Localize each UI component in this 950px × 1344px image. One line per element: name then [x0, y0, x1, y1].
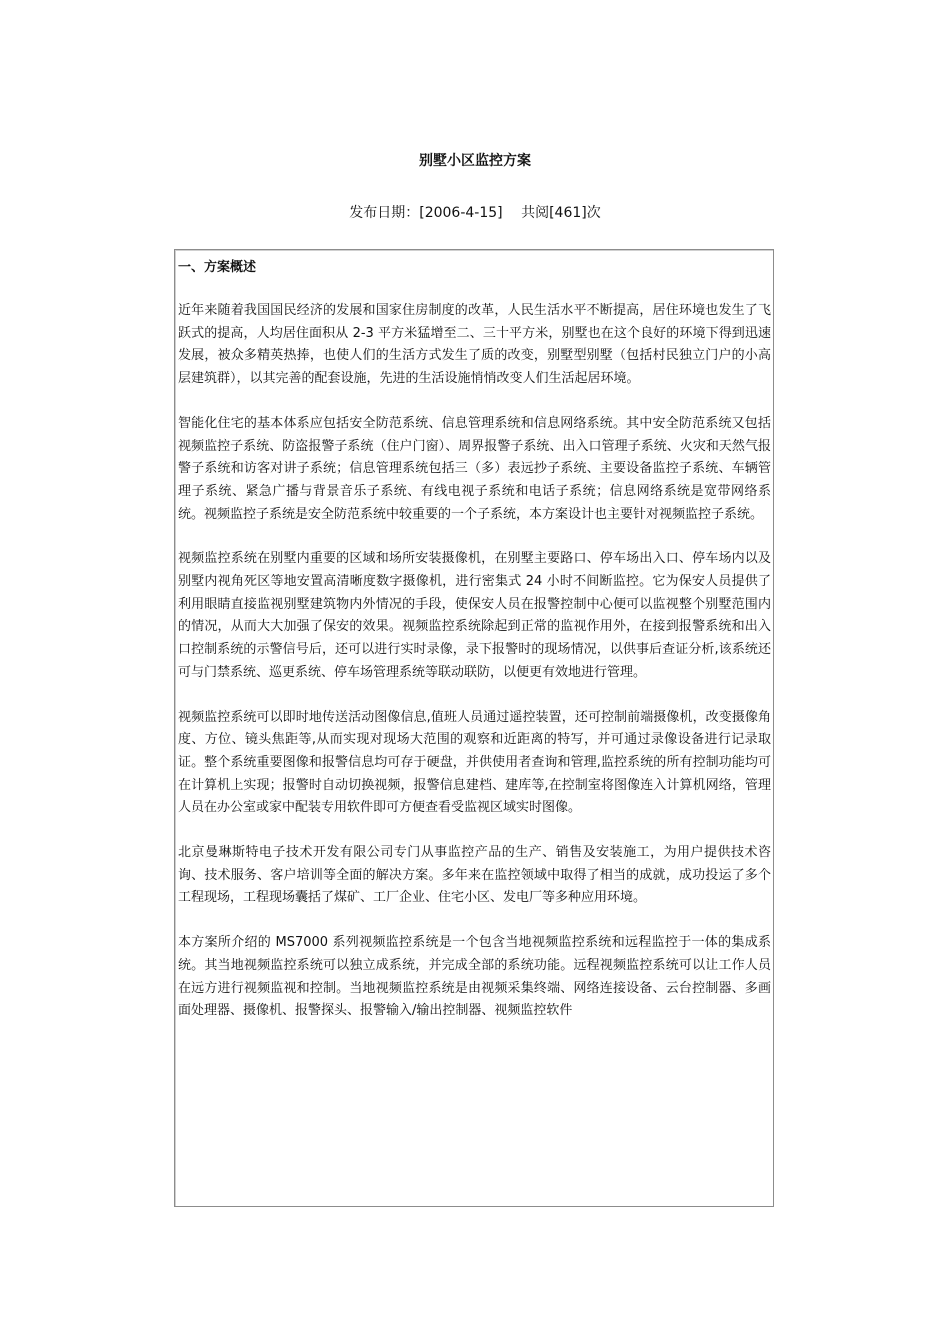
paragraph-company: 北京曼琳斯特电子技术开发有限公司专门从事监控产品的生产、销售及安装施工，为用户提供技术咨询、技术服务、客户培训等全面的解决方案。多年来在监控领域中取得了相当的成就，成功投运了多个工程现场，工程现场囊括了煤矿、工厂企业、住宅小区、发电厂等多种应用环境。 [178, 845, 771, 906]
paragraph-smart-home-systems: 智能化住宅的基本体系应包括安全防范系统、信息管理系统和信息网络系统。其中安全防范系统又包括视频监控子系统、防盗报警子系统（住户门窗）、周界报警子系统、出入口管理子系统、火灾和天然气报警子系统和访客对讲子系统；信息管理系统包括三（多）表远抄子系统、主要设备监控子系统、车辆管理子系统、紧急广播与背景音乐子系统、有线电视子系统和电话子系统；信息网络系统是宽带网络系统。视频监控子系统是安全防范系统中较重要的一个子系统，本方案设计也主要针对视频监控子系统。 [178, 415, 771, 522]
paragraph-live-images: 视频监控系统可以即时地传送活动图像信息,值班人员通过遥控装置，还可控制前端摄像机，改变摄像角度、方位、镜头焦距等,从而实现对现场大范围的观察和近距离的特写，并可通过录像设备进行记录取证。整个系统重要图像和报警信息均可存于硬盘，并供使用者查询和管理,监控系统的所有控制功能均可在计算机上实现；报警时自动切换视频，报警信息建档、建库等,在控制室将图像连入计算机网络，管理人员在办公室或家中配装专用软件即可方便查看受监视区域实时图像。 [178, 709, 771, 816]
publish-info: 发布日期：[2006-4-15] 共阅[461]次 [349, 205, 601, 221]
section-heading: 一、方案概述 [178, 260, 257, 275]
paragraph-video-surveillance: 视频监控系统在别墅内重要的区域和场所安装摄像机，在别墅主要路口、停车场出入口、停车场内以及别墅内视角死区等地安置高清晰度数字摄像机，进行密集式 24 小时不间断监控。它为保安人员提供了利用眼睛直接监视别墅建筑物内外情况的手段，使保安人员在报警控制中心便可以监视整个别墅范围内的情况，从而大大加强了保安的效果。视频监控系统除起到正常的监视作用外，在接到报警系统和出入口控制系统的示警信号后，还可以进行实时录像，录下报警时的现场情况，以供事后查证分析,该系统还可与门禁系统、巡更系统、停车场管理系统等联动联防，以便更有效地进行管理。 [178, 551, 771, 680]
content-box [174, 249, 774, 1207]
paragraph-ms7000: 本方案所介绍的 MS7000 系列视频监控系统是一个包含当地视频监控系统和远程监控于一体的集成系统。其当地视频监控系统可以独立成系统，并完成全部的系统功能。远程视频监控系统可以让工作人员在远方进行视频监视和控制。当地视频监控系统是由视频采集终端、网络连接设备、云台控制器、多画面处理器、摄像机、报警探头、报警输入/输出控制器、视频监控软件 [178, 935, 771, 1019]
content-inner [175, 250, 773, 1023]
paragraph-overview: 近年来随着我国国民经济的发展和国家住房制度的改革，人民生活水平不断提高，居住环境也发生了飞跃式的提高，人均居住面积从 2-3 平方米猛增至二、三十平方米，别墅也在这个良好的环境下得到迅速发展，被众多精英热捧，也使人们的生活方式发生了质的改变，别墅型别墅（包括村民独立门户的小高层建筑群），以其完善的配套设施，先进的生活设施悄悄改变人们生活起居环境。 [178, 303, 771, 387]
document-title: 别墅小区监控方案 [419, 153, 531, 169]
